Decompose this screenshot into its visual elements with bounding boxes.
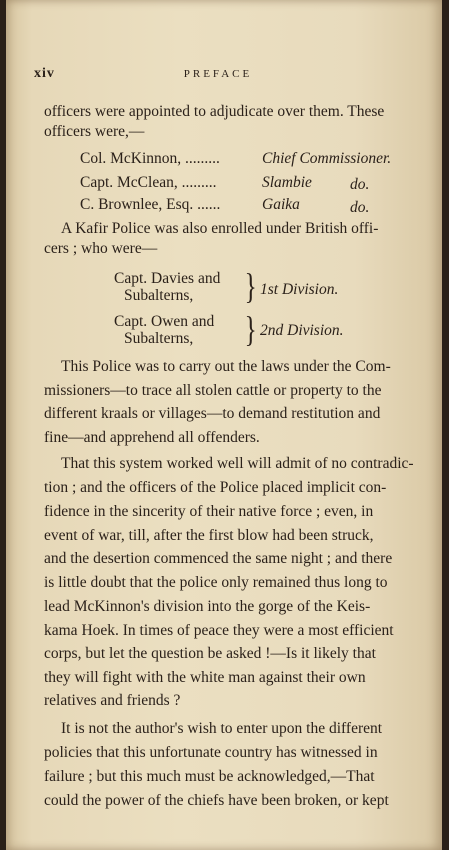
police-division: 2nd Division. xyxy=(260,322,344,339)
text-line: officers were appointed to adjudicate over them. These xyxy=(44,103,385,120)
commissioner-name: Col. McKinnon, ......... xyxy=(80,150,220,167)
brace-glyph: } xyxy=(244,309,257,349)
text-line: could the power of the chiefs have been broken, or kept xyxy=(44,792,389,809)
text-line: A Kafir Police was also enrolled under British offi- xyxy=(61,220,379,237)
police-officer: Capt. Davies and xyxy=(114,270,221,287)
police-subalterns: Subalterns, xyxy=(124,330,194,347)
text-line: is little doubt that the police only remained thus long to xyxy=(44,574,388,591)
commissioner-name: C. Brownlee, Esq. ...... xyxy=(80,196,221,213)
commissioner-name: Capt. McClean, ......... xyxy=(80,174,217,191)
text-line: missioners—to trace all stolen cattle or property to the xyxy=(44,382,382,399)
commissioner-abbr: do. xyxy=(350,199,370,216)
text-line: fidence in the sincerity of their native force ; even, in xyxy=(44,503,374,520)
commissioner-role: Gaika xyxy=(262,196,300,213)
text-line: lead McKinnon's division into the gorge of the Keis- xyxy=(44,598,371,615)
police-officer: Capt. Owen and xyxy=(114,313,215,330)
text-line: fine—and apprehend all offenders. xyxy=(44,429,260,446)
police-subalterns: Subalterns, xyxy=(124,287,194,304)
commissioner-role: Slambie xyxy=(262,174,312,191)
text-line: different kraals or villages—to demand restitution and xyxy=(44,405,381,422)
text-line: This Police was to carry out the laws under the Com- xyxy=(61,358,391,375)
text-line: officers were,— xyxy=(44,123,145,140)
text-line: failure ; but this much must be acknowledged,—That xyxy=(44,768,375,785)
text-line: event of war, till, after the first blow had been struck, xyxy=(44,527,374,544)
commissioner-abbr: do. xyxy=(350,176,370,193)
book-page xyxy=(6,0,442,850)
text-line: kama Hoek. In times of peace they were a most efficient xyxy=(44,622,394,639)
text-line: relatives and friends ? xyxy=(44,692,181,709)
commissioner-role: Chief Commissioner. xyxy=(262,150,392,167)
text-line: they will fight with the white man against their own xyxy=(44,669,366,686)
text-line: It is not the author's wish to enter upon the different xyxy=(61,720,383,737)
brace-glyph: } xyxy=(244,266,257,306)
text-line: That this system worked well will admit of no contradic- xyxy=(61,455,414,472)
police-division: 1st Division. xyxy=(260,281,339,298)
page-header xyxy=(34,66,402,86)
text-line: policies that this unfortunate country has witnessed in xyxy=(44,744,378,761)
text-line: corps, but let the question be asked !—Is it likely that xyxy=(44,645,376,662)
text-line: cers ; who were— xyxy=(44,240,158,257)
text-line: and the desertion commenced the same night ; and there xyxy=(44,550,393,567)
running-head: PREFACE xyxy=(183,68,253,80)
page-number: xiv xyxy=(34,66,55,81)
text-line: tion ; and the officers of the Police placed implicit con- xyxy=(44,479,387,496)
